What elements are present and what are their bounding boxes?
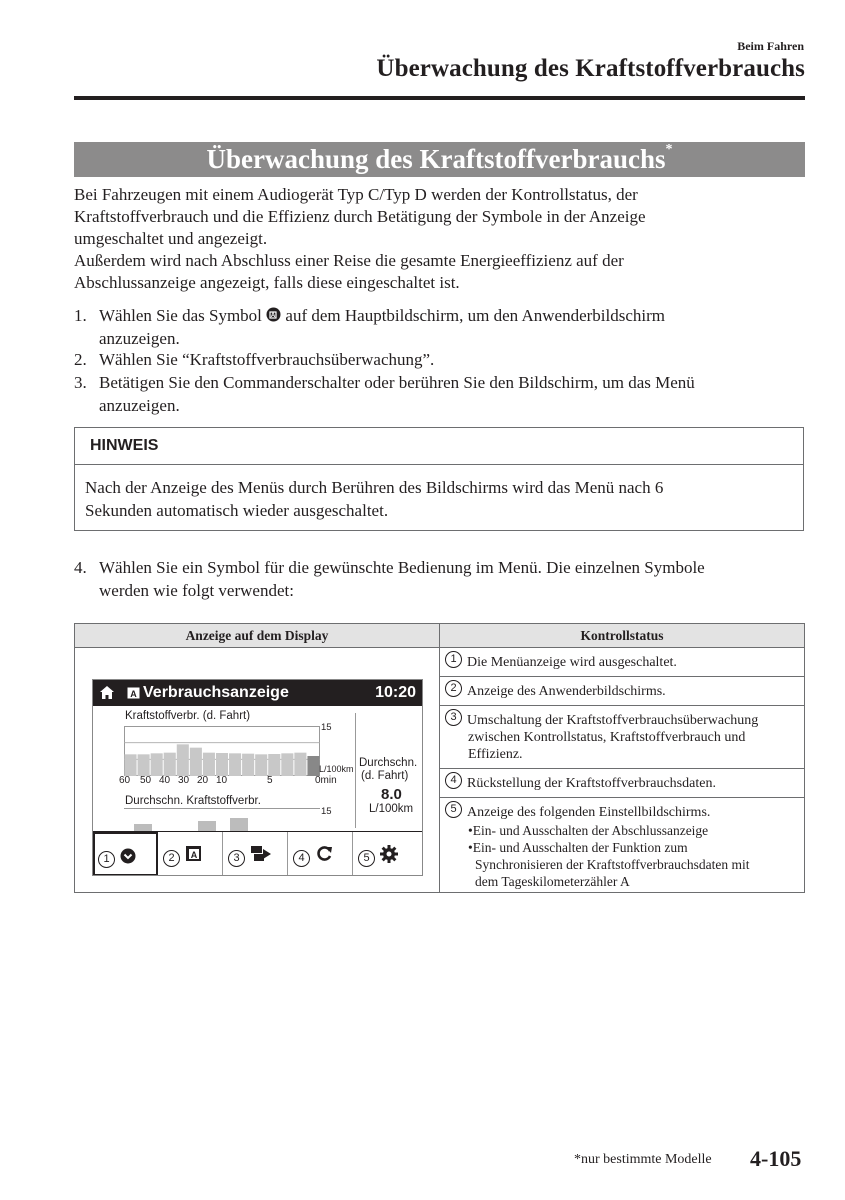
- screen-title-bar: [93, 680, 422, 706]
- chart-bar: [307, 756, 319, 776]
- intro-line: Bei Fahrzeugen mit einem Audiogerät Typ C/Typ D werden der Kontrollstatus, der: [74, 185, 638, 204]
- switch-view-button[interactable]: [223, 832, 288, 876]
- screen-divider: [355, 713, 356, 828]
- table-row: 3 Umschaltung der Kraftstoffverbrauchsüberwachung zwischen Kontrollstatus, Kraftstoffverbrauch und Effizienz.: [440, 706, 804, 769]
- x-tick-label: 5: [267, 775, 273, 786]
- menu-close-button[interactable]: [93, 832, 158, 876]
- x-tick-label: 30: [178, 775, 190, 786]
- section-title: Überwachung des Kraftstoffverbrauchs*: [206, 142, 673, 174]
- x-tick-label: 50: [140, 775, 152, 786]
- chart-bar: [138, 754, 150, 776]
- running-header-section: Beim Fahren: [737, 39, 804, 53]
- screen-time: 10:20: [375, 684, 416, 701]
- chart-bar: [203, 753, 215, 776]
- chart-bar: [125, 754, 137, 776]
- screen-menu-bar: [93, 831, 422, 876]
- section-title-bar: [74, 142, 805, 177]
- avg-unit: L/100km: [369, 803, 414, 815]
- gear-icon: [380, 845, 398, 863]
- footnote: *nur bestimmte Modelle: [574, 1152, 712, 1167]
- note-heading-row: [75, 428, 803, 465]
- intro-line: Außerdem wird nach Abschluss einer Reise die gesamte Energieeffizienz auf der: [74, 251, 624, 270]
- chart-bar: [164, 753, 176, 776]
- circled-number: 2: [163, 850, 180, 867]
- circled-number: 2: [445, 680, 462, 697]
- header-rule: [74, 96, 805, 100]
- settings-button[interactable]: [353, 832, 423, 876]
- chart-bar: [151, 753, 163, 776]
- avg-label-trip: (d. Fahrt): [361, 770, 409, 782]
- chart-bar: [216, 753, 228, 776]
- x-tick-label: 20: [197, 775, 209, 786]
- chart-bar: [281, 753, 293, 776]
- switch-icon: [251, 846, 271, 862]
- x-tick-label: 60: [119, 775, 131, 786]
- app-icon: [266, 307, 281, 322]
- chart1-max: 15: [321, 722, 332, 733]
- fuel-consumption-chart: [124, 726, 320, 776]
- chart-bar: [177, 744, 189, 776]
- home-icon: [100, 686, 114, 699]
- circled-number: 3: [445, 709, 462, 726]
- avg-value: 8.0: [381, 786, 402, 803]
- table-header-status: Kontrollstatus: [440, 624, 804, 648]
- chart-bar: [229, 753, 241, 776]
- table-row: 4 Rückstellung der Kraftstoffverbrauchsdaten.: [440, 769, 804, 798]
- app-icon: [186, 846, 201, 861]
- chart2-label: Durchschn. Kraftstoffverbr.: [125, 795, 261, 807]
- circled-number: 1: [445, 651, 462, 668]
- average-chart: [124, 808, 320, 832]
- display-screenshot: [92, 679, 423, 876]
- chevron-down-icon: [120, 848, 136, 864]
- x-tick-label: 40: [159, 775, 171, 786]
- chart-bar: [190, 748, 202, 776]
- table-row: 5 Anzeige des folgenden Einstellbildschirms. •Ein- und Ausschalten der Abschlussanzeige •Ein- und Ausschalten der Funktion zum Synchronisieren der Kraftstoffverbrauchsdaten mit dem Tageskilometerzähler A: [440, 798, 804, 893]
- table-header-display: Anzeige auf dem Display: [75, 624, 440, 648]
- chart2-max: 15: [321, 806, 332, 817]
- circled-number: 4: [293, 850, 310, 867]
- svg-text:A: A: [190, 850, 198, 860]
- running-header-title: Überwachung des Kraftstoffverbrauchs: [376, 55, 805, 82]
- chart1-label: Kraftstoffverbr. (d. Fahrt): [125, 710, 251, 722]
- circled-number: 1: [98, 851, 115, 868]
- intro-line: Kraftstoffverbrauch und die Effizienz durch Betätigung der Symbole in der Anzeige: [74, 207, 646, 226]
- step-3: 3. Betätigen Sie den Commanderschalter oder berühren Sie den Bildschirm, um das Menü anzuzeigen.: [74, 373, 695, 415]
- x-tick-label: 10: [216, 775, 228, 786]
- x-tick-label: 0min: [315, 775, 337, 786]
- reset-button[interactable]: [288, 832, 353, 876]
- svg-text:A: A: [270, 313, 276, 319]
- circled-number: 5: [358, 850, 375, 867]
- screen-title: Verbrauchsanzeige: [143, 684, 289, 701]
- circled-number: 4: [445, 772, 462, 789]
- intro-line: umgeschaltet und angezeigt.: [74, 229, 268, 248]
- step-4: 4. Wählen Sie ein Symbol für die gewünschte Bedienung im Menü. Die einzelnen Symbole werden wie folgt verwendet:: [74, 558, 705, 600]
- chart-bar: [255, 754, 267, 776]
- note-heading: HINWEIS: [90, 437, 159, 454]
- table-row: 1 Die Menüanzeige wird ausgeschaltet.: [440, 648, 804, 677]
- chart-bar: [268, 754, 280, 776]
- reset-icon: [316, 845, 333, 862]
- circled-number: 3: [228, 850, 245, 867]
- chart-bar: [294, 753, 306, 776]
- circled-number: 5: [445, 801, 462, 818]
- app-screen-button[interactable]: [158, 832, 223, 876]
- page-number: 4-105: [750, 1146, 802, 1171]
- intro-line: Abschlussanzeige angezeigt, falls diese eingeschaltet ist.: [74, 273, 460, 292]
- app-icon: [127, 687, 140, 699]
- table-row: 2 Anzeige des Anwenderbildschirms.: [440, 677, 804, 706]
- unit-label: L/100km: [319, 764, 354, 774]
- chart-bar: [242, 754, 254, 776]
- svg-text:A: A: [130, 689, 137, 699]
- avg-label: Durchschn.: [359, 757, 418, 769]
- note-body: Nach der Anzeige des Menüs durch Berühren des Bildschirms wird das Menü nach 6 Sekunden automatisch wieder ausgeschaltet.: [85, 478, 664, 520]
- step-1: 1. Wählen Sie das Symbol A auf dem Hauptbildschirm, um den Anwenderbildschirm anzuzeigen.: [74, 306, 665, 348]
- note-box: [74, 427, 804, 531]
- model-asterisk: *: [665, 142, 673, 157]
